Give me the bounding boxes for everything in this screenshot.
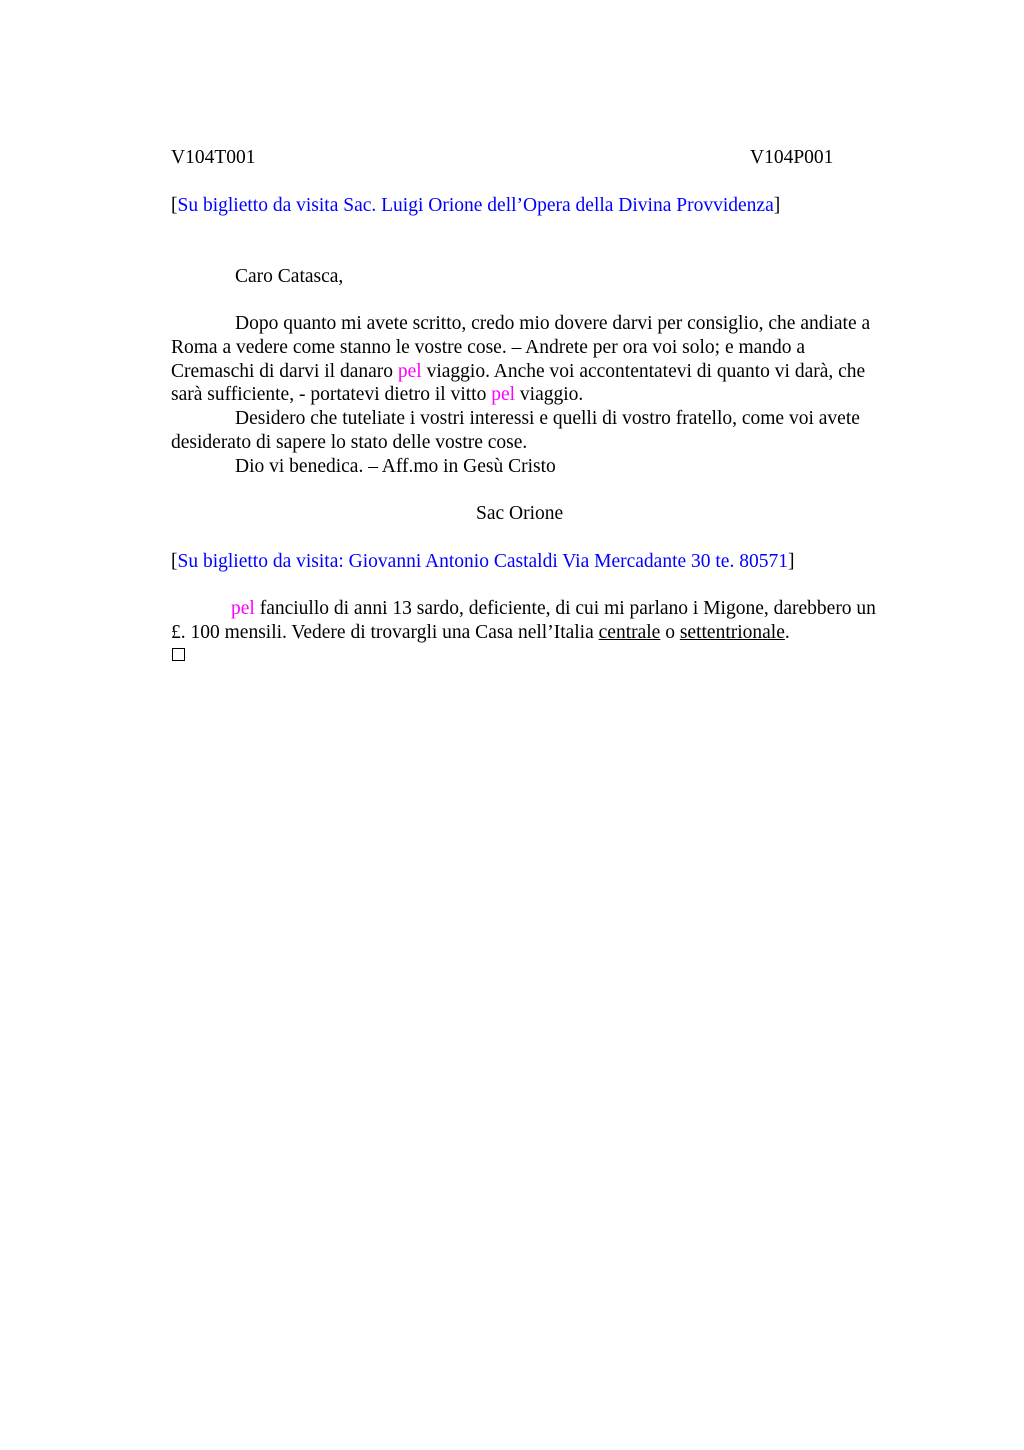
card-line-2 <box>171 621 790 645</box>
text-span: Cremaschi di darvi il danaro <box>171 361 398 382</box>
text-span: £. 100 mensili. Vedere di trovargli una Casa nell’Italia <box>171 622 599 643</box>
letter-closing: Dio vi benedica. – Aff.mo in Gesù Cristo <box>235 456 556 477</box>
text-span: fanciullo di anni 13 sardo, deficiente, di cui mi parlano i Migone, darebbero un <box>254 598 876 619</box>
bracket-close: ] <box>773 195 781 216</box>
text-span: viaggio. <box>515 384 584 405</box>
header-left-code: V104T001 <box>171 147 256 168</box>
card-line-1 <box>231 597 876 621</box>
underlined-word: settentrionale <box>679 622 785 643</box>
letter-p1-line-4 <box>171 383 583 407</box>
text-span: viaggio. Anche voi accontentatevi di quanto vi darà, che <box>421 361 866 382</box>
editorial-note-1-text: Su biglietto da visita Sac. Luigi Orione dell’Opera della Divina Provvidenza <box>177 195 774 216</box>
editorial-note-2 <box>171 550 794 574</box>
text-span: sarà sufficiente, - portatevi dietro il vitto <box>171 384 492 405</box>
letter-signature: Sac Orione <box>476 503 564 524</box>
bracket-open: [ <box>171 551 178 572</box>
bracket-close: ] <box>787 551 795 572</box>
underlined-word: centrale <box>598 622 661 643</box>
bracket-open: [ <box>171 195 178 216</box>
text-span: o <box>660 622 680 643</box>
editorial-note-2-text: Su biglietto da visita: Giovanni Antonio Castaldi Via Mercadante 30 te. 80571 <box>177 551 788 572</box>
editorial-note-1 <box>171 194 780 218</box>
highlight-word: pel <box>397 361 422 382</box>
text-span: . <box>784 622 790 643</box>
header-right-code: V104P001 <box>750 147 834 168</box>
empty-square-icon <box>172 648 185 661</box>
highlight-word: pel <box>231 598 255 619</box>
letter-p2-line-1: Desidero che tuteliate i vostri interessi e quelli di vostro fratello, come voi avete <box>235 408 860 429</box>
letter-salutation: Caro Catasca, <box>235 266 344 287</box>
letter-p1-line-3 <box>171 360 865 384</box>
letter-p1-line-1: Dopo quanto mi avete scritto, credo mio dovere darvi per consiglio, che andiate a <box>235 313 871 334</box>
highlight-word: pel <box>491 384 516 405</box>
letter-p1-line-2: Roma a vedere come stanno le vostre cose. – Andrete per ora voi solo; e mando a <box>171 337 806 358</box>
letter-p2-line-2: desiderato di sapere lo stato delle vostre cose. <box>171 432 528 453</box>
